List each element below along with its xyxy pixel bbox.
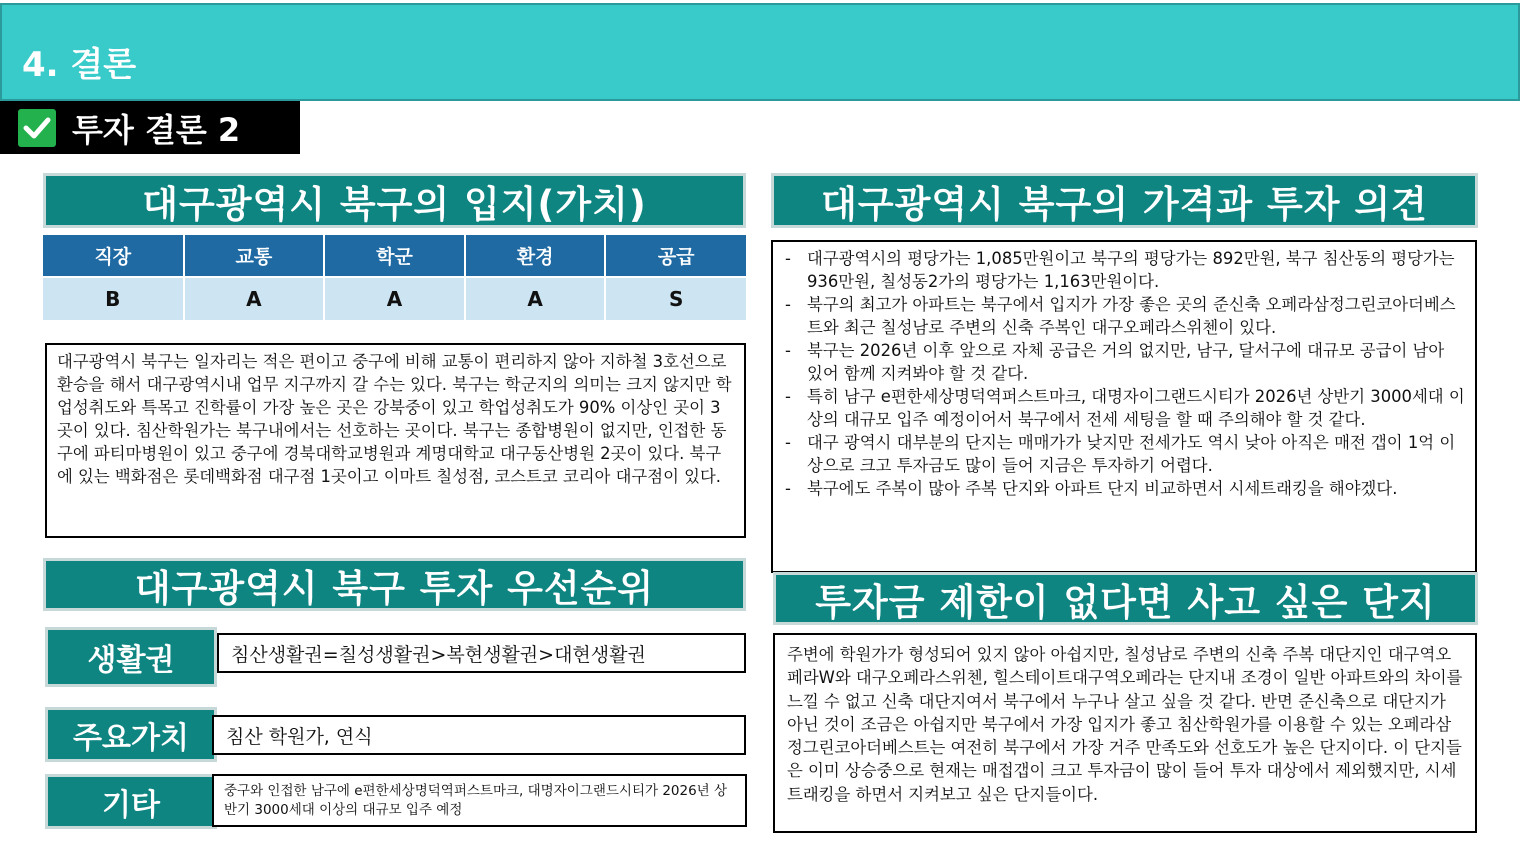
priority-label-key-value: 주요가치 xyxy=(45,707,217,762)
grade-header-row xyxy=(43,235,746,277)
priority-label-living-area: 생활권 xyxy=(45,627,217,687)
subtitle-bar xyxy=(0,101,300,154)
grade-cell: A xyxy=(184,277,325,320)
location-description: 대구광역시 북구는 일자리는 적은 편이고 중구에 비해 교통이 편리하지 않아 지하철 3호선으로 환승을 해서 대구광역시내 업무 지구까지 갈 수는 있다. 북구는 학군지의 의미는 크지 않지만 학업성취도와 특목고 진학률이 가장 높은 곳은 강북중이 있고 학업성취도가 90% 이상인 곳이 3곳이 있다. 침산학원가는 북구내에서는 선호하는 곳이다. 북구는 종합병원이 없지만, 인접한 동구에 파티마병원이 있고 중구에 경북대학교병원과 계명대학교 대구동산병원 2곳이 있다. 북구에 있는 백화점은 롯데백화점 대구점 1곳이고 이마트 칠성점, 코스트코 코리아 대구점이 있다. xyxy=(45,343,746,538)
grade-cell: A xyxy=(324,277,465,320)
priority-value-living-area: 침산생활권=칠성생활권>복현생활권>대현생활권 xyxy=(217,633,746,673)
grade-table xyxy=(43,235,746,320)
list-item: - 특히 남구 e편한세상명덕역퍼스트마크, 대명자이그랜드시티가 2026년 상반기 3000세대 이상의 대규모 입주 예정이어서 북구에서 전세 세팅을 할 때 주의해야 할 것 같다. xyxy=(785,385,1465,431)
priority-header: 대구광역시 북구 투자 우선순위 xyxy=(43,558,746,611)
grade-column-header: 공급 xyxy=(605,235,746,277)
grade-column-header: 학군 xyxy=(324,235,465,277)
list-item: - 대구 광역시 대부분의 단지는 매매가가 낮지만 전세가도 역시 낮아 아직은 매전 갭이 1억 이상으로 크고 투자금도 많이 들어 지금은 투자하기 어렵다. xyxy=(785,431,1465,477)
grade-column-header: 교통 xyxy=(184,235,325,277)
grade-column-header: 환경 xyxy=(465,235,606,277)
grade-cell: A xyxy=(465,277,606,320)
price-opinion-box xyxy=(771,240,1477,573)
list-item: - 대구광역시의 평당가는 1,085만원이고 북구의 평당가는 892만원, 북구 침산동의 평당가는 936만원, 칠성동2가의 평당가는 1,163만원이다. xyxy=(785,247,1465,293)
price-opinion-list xyxy=(785,247,1465,500)
grade-column-header: 직장 xyxy=(43,235,184,277)
grade-cell: S xyxy=(605,277,746,320)
grade-value-row xyxy=(43,277,746,320)
list-item: - 북구에도 주복이 많아 주복 단지와 아파트 단지 비교하면서 시세트래킹을 해야겠다. xyxy=(785,477,1465,500)
priority-label-other: 기타 xyxy=(45,774,217,829)
wish-complex-header: 투자금 제한이 없다면 사고 싶은 단지 xyxy=(773,572,1478,625)
check-mark-icon xyxy=(18,109,56,147)
grade-cell: B xyxy=(43,277,184,320)
list-item: - 북구는 2026년 이후 앞으로 자체 공급은 거의 없지만, 남구, 달서구에 대규모 공급이 남아 있어 함께 지켜봐야 할 것 같다. xyxy=(785,339,1465,385)
price-header: 대구광역시 북구의 가격과 투자 의견 xyxy=(771,173,1478,228)
priority-value-other: 중구와 인접한 남구에 e편한세상명덕역퍼스트마크, 대명자이그랜드시티가 2026년 상반기 3000세대 이상의 대규모 입주 예정 xyxy=(212,774,747,827)
list-item: - 북구의 최고가 아파트는 북구에서 입지가 가장 좋은 곳의 준신축 오페라삼정그린코아더베스트와 최근 칠성남로 주변의 신축 주복인 대구오페라스위첸이 있다. xyxy=(785,293,1465,339)
top-banner xyxy=(0,3,1520,101)
location-header: 대구광역시 북구의 입지(가치) xyxy=(43,173,746,228)
page-title: 4. 결론 xyxy=(22,45,137,85)
subtitle: 투자 결론 2 xyxy=(72,110,241,149)
priority-value-key-value: 침산 학원가, 연식 xyxy=(212,715,746,755)
wish-complex-description: 주변에 학원가가 형성되어 있지 않아 아쉽지만, 칠성남로 주변의 신축 주복 대단지인 대구역오페라W와 대구오페라스위첸, 힐스테이트대구역오페라는 단지내 조경이 일반 아파트와의 차이를 느낄 수 없고 신축 대단지여서 북구에서 누구나 살고 싶을 것 같다. 반면 준신축으로 대단지가 아닌 것이 조금은 아쉽지만 북구에서 가장 입지가 좋고 침산학원가를 이용할 수 있는 오페라삼정그린코아더베스트는 여전히 북구에서 가장 거주 만족도와 선호도가 높은 단지이다. 이 단지들은 이미 상승중으로 현재는 매접갭이 크고 투자금이 많이 들어 투자 대상에서 제외했지만, 시세트래킹을 하면서 지켜보고 싶은 단지들이다. xyxy=(773,633,1477,833)
